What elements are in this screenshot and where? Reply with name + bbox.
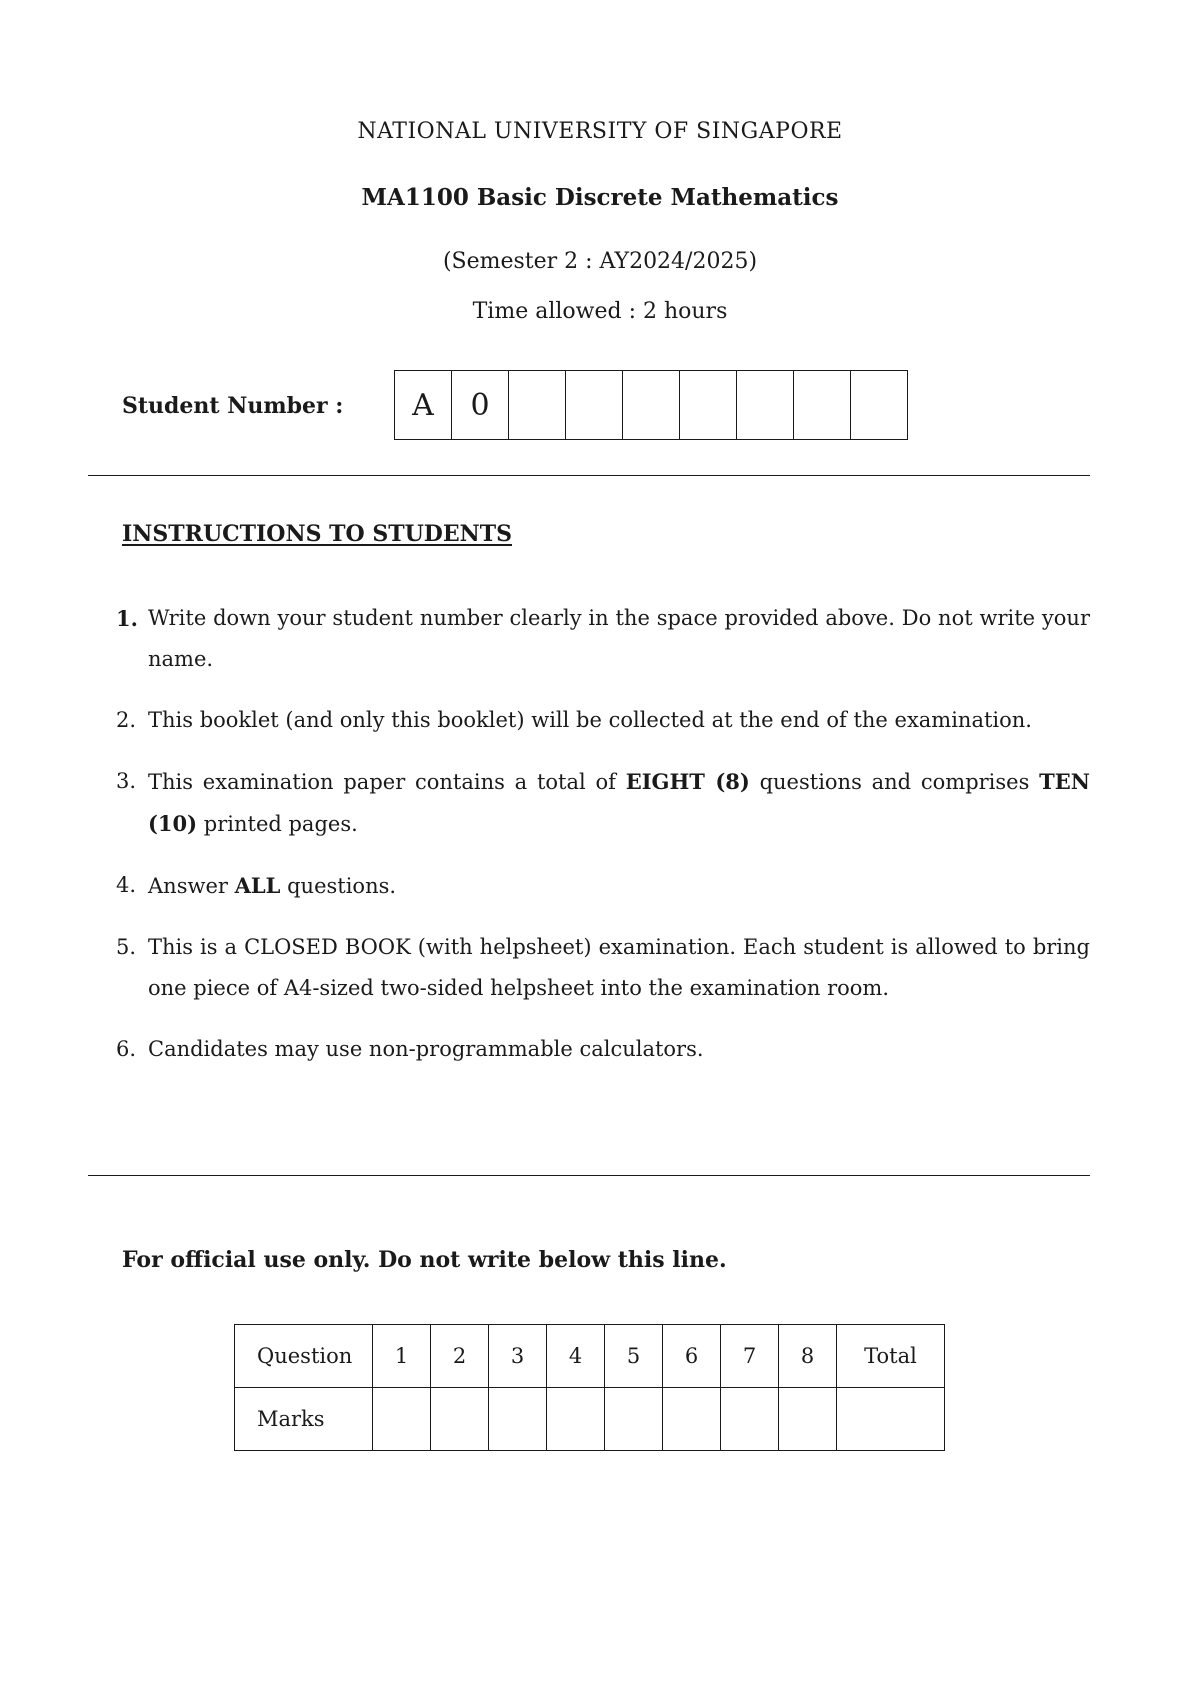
divider-top [88, 475, 1090, 476]
marks-cell[interactable] [779, 1388, 837, 1451]
question-number-cell: 2 [431, 1325, 489, 1388]
marks-cell[interactable] [663, 1388, 721, 1451]
marks-cell[interactable] [489, 1388, 547, 1451]
emphasis: ALL [234, 873, 281, 898]
student-number-boxes [394, 370, 908, 440]
divider-bottom [88, 1175, 1090, 1176]
instruction-text: This is a CLOSED BOOK (with helpsheet) examination. Each student is allowed to bring one piece of A4-sized two-sided helpsheet into the examination room. [148, 935, 1090, 1000]
student-number-box[interactable] [851, 371, 908, 439]
instruction-item [112, 927, 1090, 1009]
instruction-text: Answer ALL questions. [148, 873, 397, 898]
time-allowed: Time allowed : 2 hours [472, 299, 728, 324]
student-number-box[interactable] [680, 371, 737, 439]
table-row [235, 1388, 945, 1451]
emphasis: TEN (10) [148, 769, 1090, 836]
question-row-label: Question [235, 1325, 373, 1388]
instructions-list [112, 598, 1090, 1090]
instruction-item [112, 761, 1090, 845]
question-number-cell: 6 [663, 1325, 721, 1388]
marks-cell[interactable] [547, 1388, 605, 1451]
instruction-number: 6. [116, 1037, 137, 1061]
emphasis: EIGHT (8) [625, 769, 750, 794]
table-row [235, 1325, 945, 1388]
instruction-number: 4. [116, 873, 137, 897]
instruction-number: 2. [116, 708, 137, 732]
university-name: NATIONAL UNIVERSITY OF SINGAPORE [357, 119, 843, 144]
instruction-number: 5. [116, 935, 137, 959]
instruction-item [112, 865, 1090, 907]
question-number-cell: 8 [779, 1325, 837, 1388]
student-number-box[interactable] [623, 371, 680, 439]
instruction-text: Candidates may use non-programmable calculators. [148, 1037, 704, 1061]
semester-info: (Semester 2 : AY2024/2025) [442, 249, 758, 274]
marks-cell[interactable] [721, 1388, 779, 1451]
instructions-heading: INSTRUCTIONS TO STUDENTS [122, 521, 512, 547]
instruction-item [112, 598, 1090, 680]
marks-row-label: Marks [235, 1388, 373, 1451]
question-number-cell: 1 [373, 1325, 431, 1388]
question-number-cell: 4 [547, 1325, 605, 1388]
instruction-number: 3. [116, 769, 137, 793]
course-title: MA1100 Basic Discrete Mathematics [361, 184, 839, 211]
question-number-cell: 5 [605, 1325, 663, 1388]
marks-cell[interactable] [605, 1388, 663, 1451]
student-number-box[interactable]: 0 [452, 371, 509, 439]
student-number-box[interactable] [509, 371, 566, 439]
marks-cell[interactable] [373, 1388, 431, 1451]
total-marks-cell[interactable] [837, 1388, 945, 1451]
student-number-label: Student Number : [122, 393, 344, 419]
total-header-cell: Total [837, 1325, 945, 1388]
instruction-item [112, 700, 1090, 741]
official-use-note: For official use only. Do not write below this line. [122, 1247, 727, 1273]
question-number-cell: 3 [489, 1325, 547, 1388]
marks-cell[interactable] [431, 1388, 489, 1451]
instruction-text: This examination paper contains a total of EIGHT (8) questions and comprises TEN (10) printed pages. [148, 769, 1090, 836]
instruction-text: This booklet (and only this booklet) will be collected at the end of the examination. [148, 708, 1032, 732]
instruction-number: 1. [116, 606, 138, 631]
marks-table [234, 1324, 945, 1451]
student-number-box[interactable]: A [395, 371, 452, 439]
student-number-box[interactable] [794, 371, 851, 439]
instruction-text: Write down your student number clearly in the space provided above. Do not write your name. [148, 606, 1090, 671]
instruction-item [112, 1029, 1090, 1070]
student-number-box[interactable] [737, 371, 794, 439]
question-number-cell: 7 [721, 1325, 779, 1388]
student-number-box[interactable] [566, 371, 623, 439]
